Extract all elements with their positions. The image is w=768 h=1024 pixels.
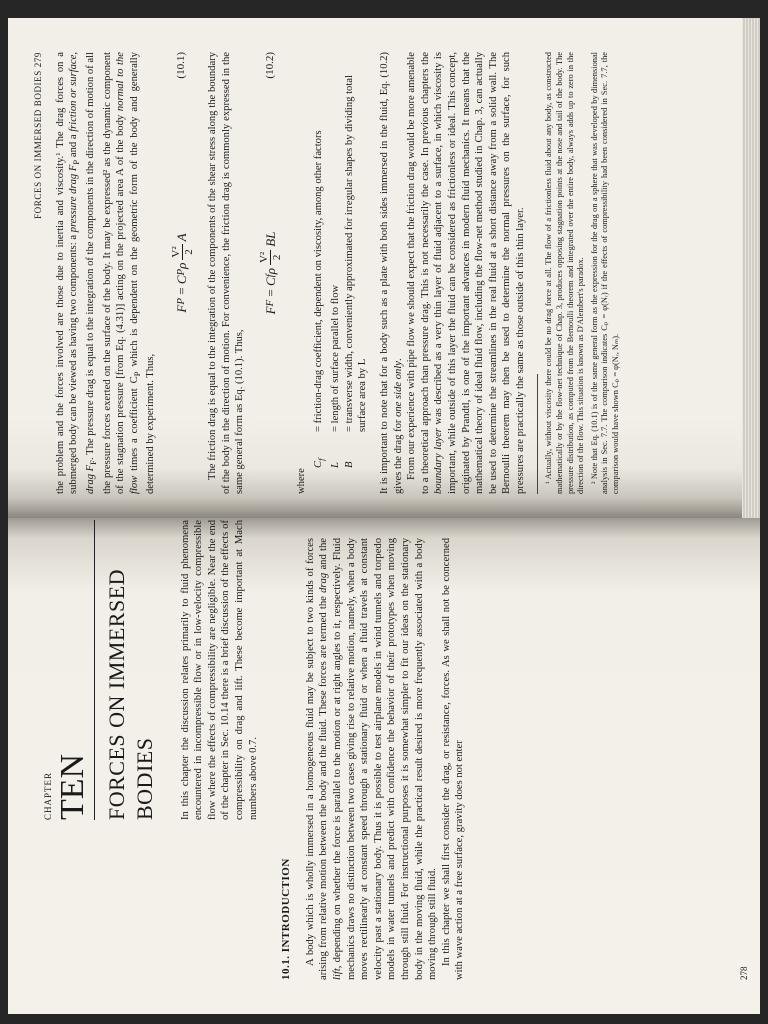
running-head: FORCES ON IMMERSED BODIES 279 [33, 52, 43, 219]
definition-text: = transverse width, conveniently approximated for irregular shapes by dividing total surface area by L [343, 75, 369, 432]
one-side-paragraph [378, 52, 405, 494]
term-friction-drag: friction or surface, drag F [68, 52, 96, 494]
eq-lhs: F [263, 306, 279, 315]
boundary-layer-paragraph [405, 52, 527, 494]
eq-fraction [258, 250, 283, 265]
equation-body [258, 232, 283, 315]
term-one-side: one side only [392, 361, 404, 417]
eq-lhs: F [174, 304, 190, 313]
eq-tail: BL [263, 231, 279, 247]
definition-row [343, 52, 370, 468]
page-stack-edge [742, 18, 760, 518]
term-pressure-drag: pressure drag F [68, 164, 80, 233]
equation-number: (10.1) [175, 52, 188, 79]
symbol-sub: f [316, 458, 327, 461]
page-278 [8, 518, 760, 1014]
eq-lhs-sub: F [264, 299, 277, 307]
friction-paragraph: The friction drag is equal to the integration of the components of the shear stress along the boundary of the body in the direction of motion. For convenience, the friction drag is commonly expressed in the same general form as Eq. (10.1). Thus, [207, 52, 246, 494]
definition-symbol: L [330, 462, 342, 468]
drag-paragraph [54, 52, 158, 494]
text-run: A body which is wholly immersed in a homogeneous fluid may be subject to two kinds of forces arising from relative motion between the body and the fluid. These forces are termed the [304, 538, 330, 980]
equation-10-2 [257, 52, 285, 494]
eq-coef-sub: P [175, 268, 188, 276]
eq-sign: = [263, 289, 279, 297]
section-heading: 10.1. INTRODUCTION [280, 858, 293, 980]
equation-10-1 [168, 52, 196, 494]
symbol-main: C [313, 460, 325, 468]
definition-row [329, 52, 343, 468]
intro-paragraph-1 [304, 538, 440, 980]
eq-denominator: 2 [271, 254, 284, 261]
chapter-title: FORCES ON IMMERSED BODIES [103, 568, 157, 820]
text-run: . [392, 358, 404, 362]
eq-numerator: V² [169, 246, 182, 258]
term-lift: lift [331, 968, 343, 980]
eq-fraction [170, 244, 195, 259]
eq-rho: ρ [263, 268, 279, 275]
eq-coef-sub: f [264, 274, 277, 278]
page-number: 278 [739, 966, 750, 980]
subscript: F [88, 459, 98, 465]
text-run: . The pressure drag is equal to the integration of the components in the direction of motion of all the pressure forces exerted on the surface of the body. It may be expressed² as the dynamic component of the stagnation pressure [from Eq. (4.31)] acting on the projected area A of the body [84, 52, 127, 494]
footnote-2: ² Note that Eq. (10.1) is of the same general form as the expression for the drag on a sphere that was developed by dimensional analysis in Sec. 7.7. The comparison indicates Cₚ = φ(Nᵣ) if the effects of compressibility had been considered in Sec. 7.7, the comparison would have shown Cₚ = φ(Nᵣ, Nₘ). [589, 52, 621, 494]
text-run: the problem and the forces involved are those due to inertia and viscosity.¹ The drag forces on a submerged body can be viewed as having two components: a [54, 52, 80, 494]
subscript: P [131, 371, 142, 377]
defs-intro: where [295, 468, 307, 494]
subscript: P [71, 159, 82, 165]
text-run: It is important to note that for a body such as a plate with both sides immersed in the fluid, Eq. (10.2) gives the drag for [378, 52, 404, 494]
eq-sign: = [174, 287, 190, 295]
text-run: , depending on whether the force is parallel to the motion or at right angles to it, respectively. Fluid mechanics draws no distinction between two cases giving rise to relative motion, namely, when a body moves rectilinearly at constant speed through a stationary fluid or when a fluid travels at constant velocity past a stationary body. Thus it is possible to test airplane models in wind tunnels and torpedo models in water tunnels and predict with confidence the behavior of their prototypes when moving through still fluid. For instructional purposes it is somewhat simpler to fit our ideas on the stationary body in the moving fluid, while the practical result desired is more frequently associated with a body moving through still fluid. [331, 538, 439, 980]
text-run: From our experience with pipe flow we should expect that the friction drag would be more amenable to a theoretical approach than pressure drag. This is not necessarily the case. In previous chapters the [406, 52, 431, 494]
eq-lhs-sub: P [175, 298, 188, 305]
term-normal-to-flow: normal to the flow [115, 51, 140, 494]
footnote-1: ¹ Actually, without viscosity there could be no drag force at all. The flow of a frictionless fluid about any body, as constructed mathematically or by the flow-net technique of Chap. 3, produces opposing stagnation points at the nose and tail of the body. The pressure distribution, as computed from the Bernoulli theorem and integrated over the entire body, always adds up to zero in the direction of the flow. This situation is known as D'Alembert's paradox. [544, 52, 586, 494]
intro-paragraph-2: In this chapter we shall first consider the drag, or resistance, forces. As we shall not be concerned with wave action at a free surface, gravity does not enter [440, 538, 466, 980]
term-boundary-layer: boundary layer [433, 428, 445, 494]
term-drag: drag [318, 572, 330, 593]
definition-text: = length of surface parallel to flow [330, 284, 342, 432]
chapter-label: CHAPTER [43, 771, 53, 820]
equation-body [170, 233, 195, 312]
text-run: which is dependent on the geometric form of the body and generally determined by experiment. Thus, [128, 52, 157, 494]
eq-denominator: 2 [182, 249, 195, 255]
text-run: was described as a very thin layer of fluid adjacent to a surface, in which viscosity is important, while outside of this layer the fluid can be considered as frictionless or ideal. This concept, originated by Prandtl, is one of the important advances in modern fluid mechanics. It means that the mathematical theory of ideal fluid flow, including the flow-net method studied in Chap. 3, can actually be used to determine the streamlines in the real fluid at a short distance away from a solid wall. The Bernoulli theorem may then be used to determine the normal pressures on the surface, for such pressures are practically the same as those outside of this thin layer. [433, 52, 526, 494]
definition-symbol: B [343, 461, 355, 468]
text-run: and the [318, 538, 330, 573]
definition-symbol [312, 432, 329, 468]
text-run: times a coefficient C [128, 376, 140, 476]
footnote-rule [537, 374, 538, 494]
text-run: and a [68, 131, 80, 160]
eq-rho: ρ [174, 262, 190, 269]
definitions-list [312, 52, 369, 468]
equation-number: (10.2) [264, 52, 277, 79]
chapter-intro: In this chapter the discussion relates primarily to fluid phenomena encountered in incompressible flow or in low-velocity compressible flow where the effects of compressibility are negligible. Near the end of the chapter in Sec. 10.14 there is a brief discussion of the effects of compressibility on drag and lift. These become important at Mach numbers above 0.7. [179, 520, 259, 820]
page-279 [8, 18, 760, 518]
eq-numerator: V² [258, 251, 271, 264]
definition-text: = friction-drag coefficient, dependent on viscosity, among other factors [313, 130, 325, 432]
chapter-number: TEN [56, 520, 95, 820]
eq-coef: C [174, 275, 190, 285]
eq-coef: C [263, 277, 279, 286]
definition-row [312, 52, 329, 468]
eq-tail: A [174, 233, 190, 242]
